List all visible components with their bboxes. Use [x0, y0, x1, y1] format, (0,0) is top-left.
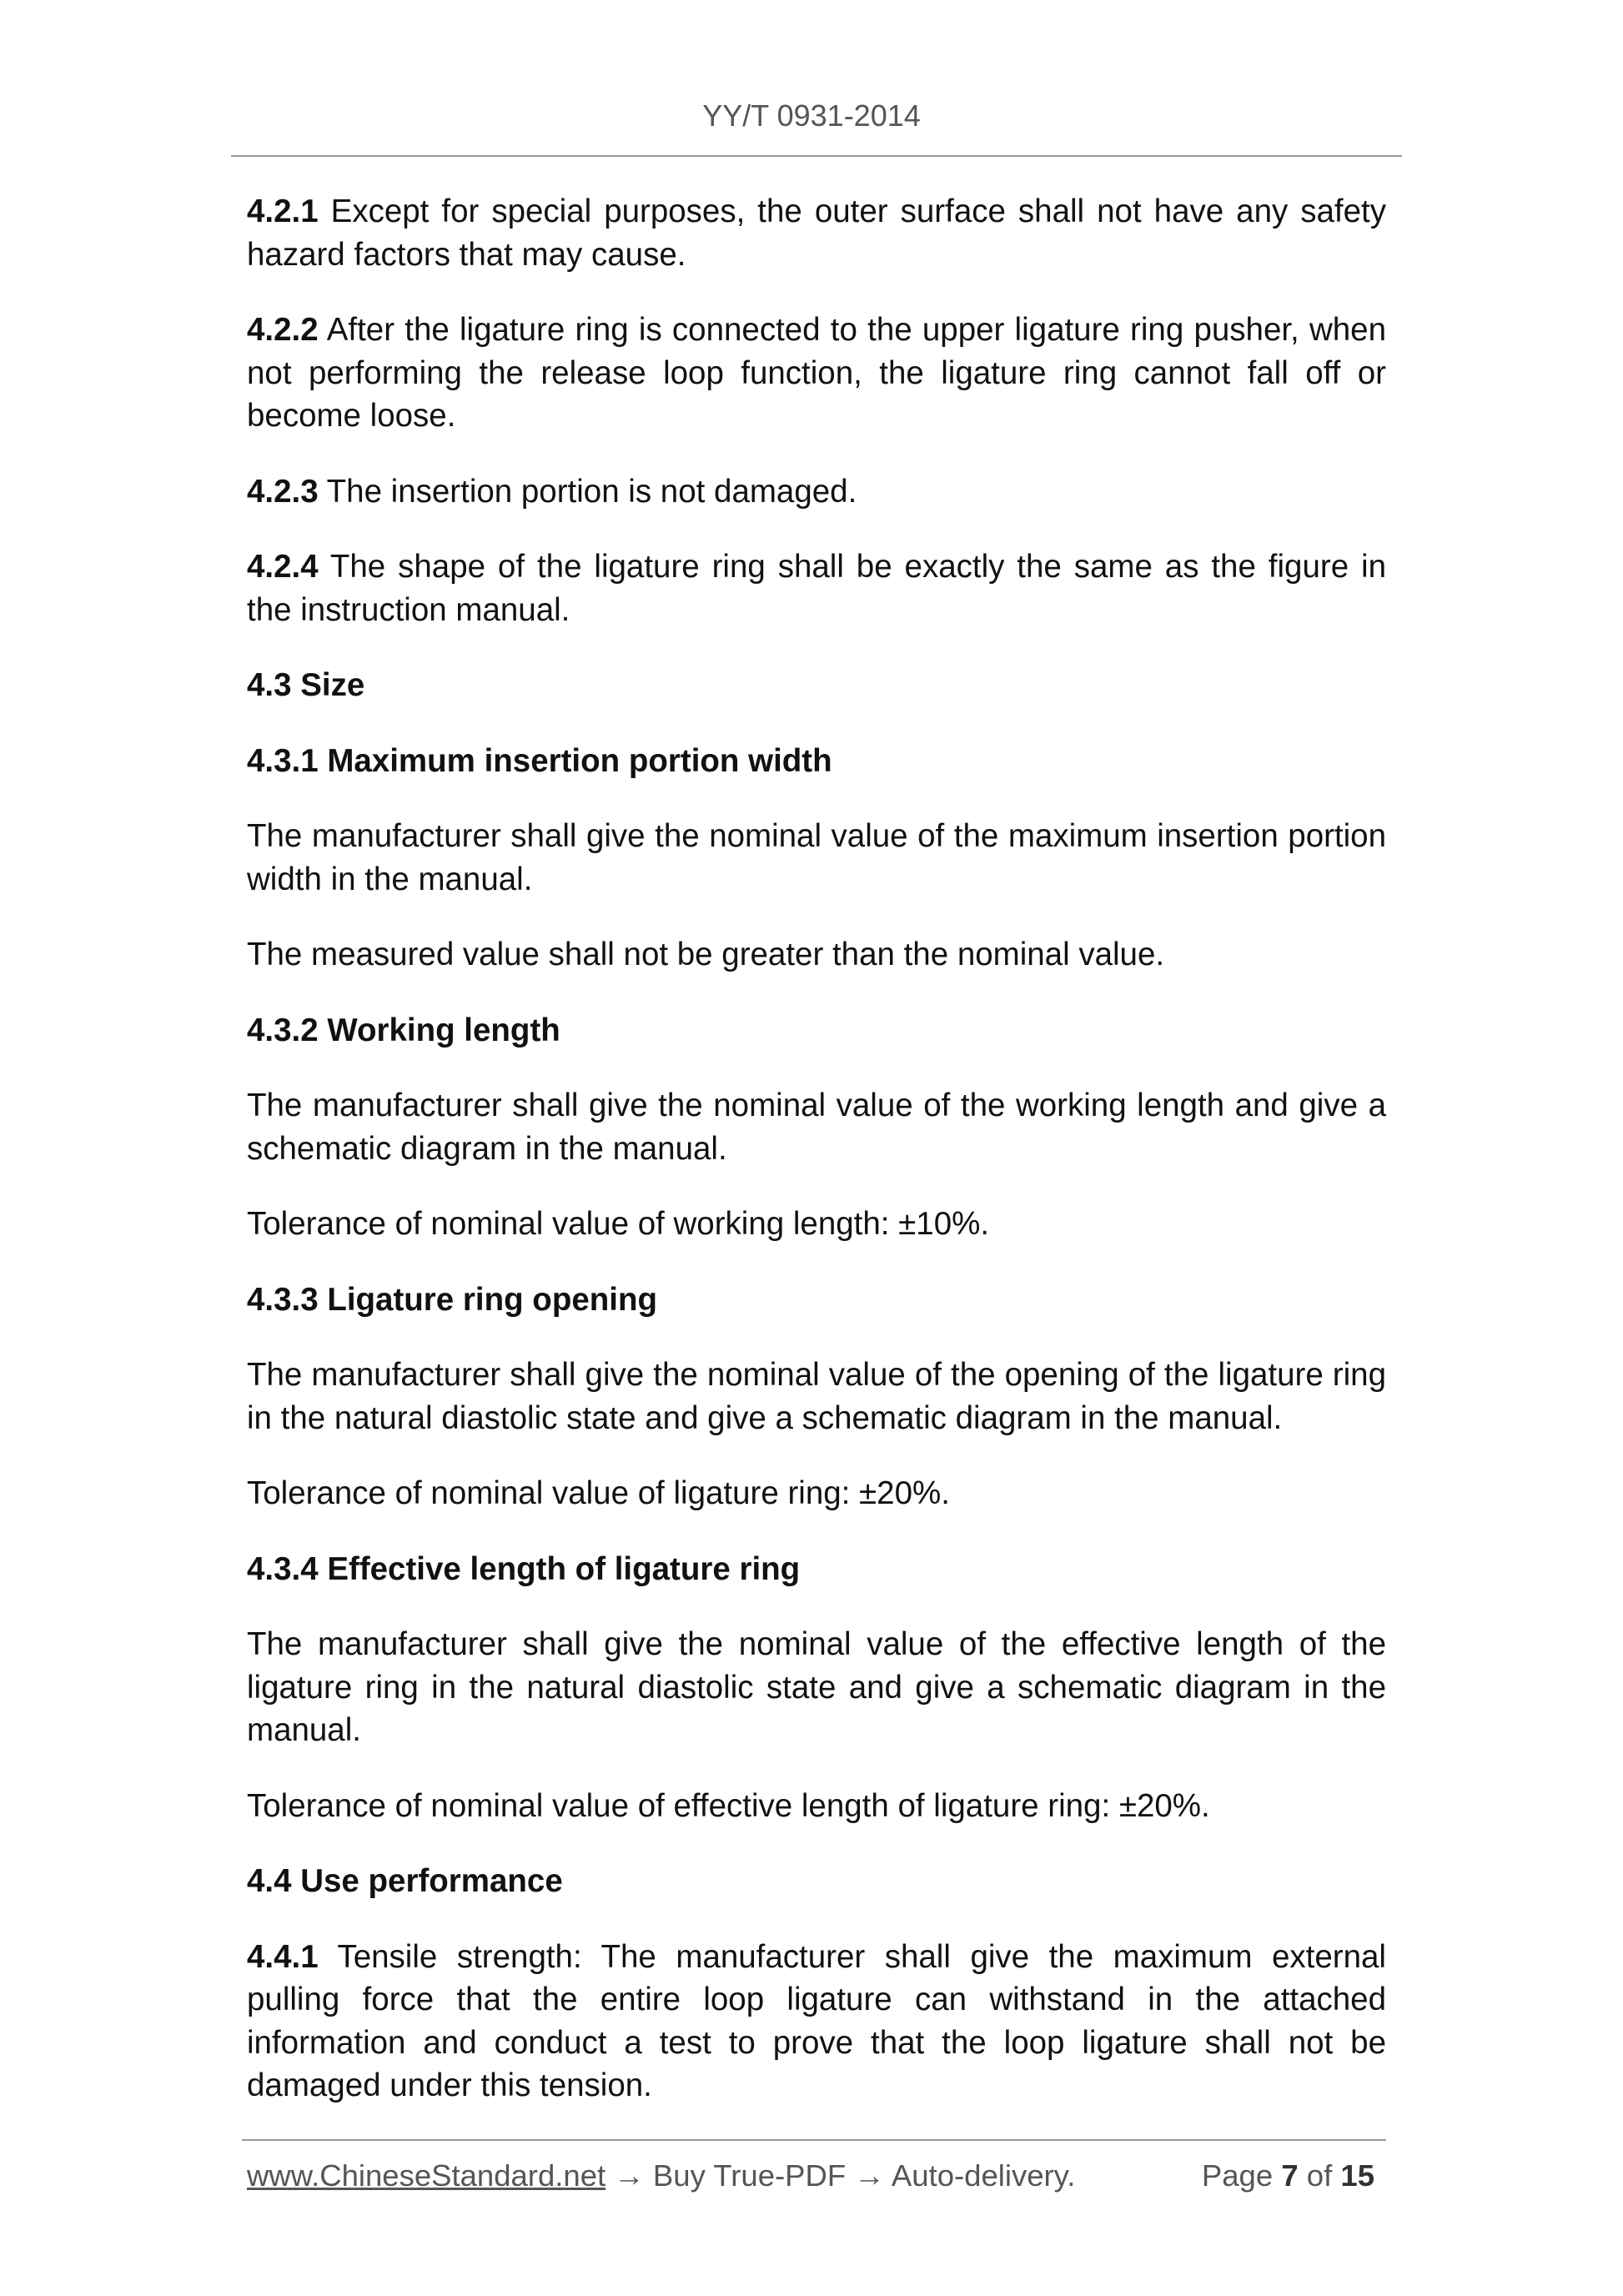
clause-text: Tensile strength: The manufacturer shall give the maximum external pulling force that the entire loop ligature can withstand in the attached information and conduct a test to prove that the loop ligature shall not be damaged under this tension. [247, 1938, 1386, 2103]
paragraph: Tolerance of nominal value of ligature ring: ±20%. [247, 1475, 950, 1511]
clause-4-4-1 [247, 1936, 1386, 2108]
paragraph: The measured value shall not be greater than the nominal value. [247, 937, 1165, 972]
website-link[interactable]: www.ChineseStandard.net [247, 2158, 606, 2193]
clause-text: After the ligature ring is connected to the upper ligature ring pusher, when not performing the release loop function, the ligature ring cannot fall off or become loose. [247, 312, 1386, 434]
paragraph: The manufacturer shall give the nominal value of the opening of the ligature ring in the natural diastolic state and give a schematic diagram in the manual. [247, 1357, 1386, 1436]
section-heading-4-4: 4.4 Use performance [247, 1863, 563, 1899]
footer-divider [242, 2139, 1386, 2141]
clause-4-2-3 [247, 470, 1386, 514]
clause-number: 4.2.3 [247, 473, 319, 510]
clause-4-2-2 [247, 309, 1386, 438]
document-body [247, 190, 1386, 2140]
clause-number: 4.2.4 [247, 549, 319, 585]
section-heading-4-3: 4.3 Size [247, 667, 365, 703]
clause-4-2-1 [247, 190, 1386, 276]
total-page-count: 15 [1340, 2158, 1374, 2193]
clause-4-2-4 [247, 545, 1386, 631]
document-code-header: YY/T 0931-2014 [702, 98, 921, 133]
clause-number: 4.4.1 [247, 1938, 319, 1975]
page-indicator [1202, 2158, 1374, 2193]
paragraph: Tolerance of nominal value of working length: ±10%. [247, 1206, 990, 1242]
footer-promo-text: → Buy True-PDF → Auto-delivery. [605, 2158, 1076, 2193]
of-label: of [1306, 2158, 1333, 2193]
clause-text: The insertion portion is not damaged. [318, 473, 857, 510]
header-divider [231, 155, 1402, 157]
page-footer [247, 2158, 1386, 2193]
current-page-number: 7 [1281, 2158, 1299, 2193]
clause-text: The shape of the ligature ring shall be exactly the same as the figure in the instruction manual. [247, 549, 1386, 628]
page-label: Page [1201, 2158, 1274, 2193]
paragraph: Tolerance of nominal value of effective length of ligature ring: ±20%. [247, 1787, 1210, 1824]
paragraph: The manufacturer shall give the nominal value of the maximum insertion portion width in the manual. [247, 818, 1386, 897]
section-heading-4-3-3: 4.3.3 Ligature ring opening [247, 1281, 658, 1318]
paragraph: The manufacturer shall give the nominal value of the effective length of the ligature ring in the natural diastolic state and give a schematic diagram in the manual. [247, 1626, 1386, 1748]
section-heading-4-3-4: 4.3.4 Effective length of ligature ring [247, 1550, 801, 1587]
section-heading-4-3-1: 4.3.1 Maximum insertion portion width [247, 742, 832, 779]
clause-number: 4.2.2 [247, 312, 319, 348]
paragraph: The manufacturer shall give the nominal value of the working length and give a schematic diagram in the manual. [247, 1088, 1386, 1167]
clause-text: Except for special purposes, the outer surface shall not have any safety hazard factors that may cause. [247, 193, 1386, 273]
section-heading-4-3-2: 4.3.2 Working length [247, 1012, 560, 1048]
clause-number: 4.2.1 [247, 193, 319, 229]
